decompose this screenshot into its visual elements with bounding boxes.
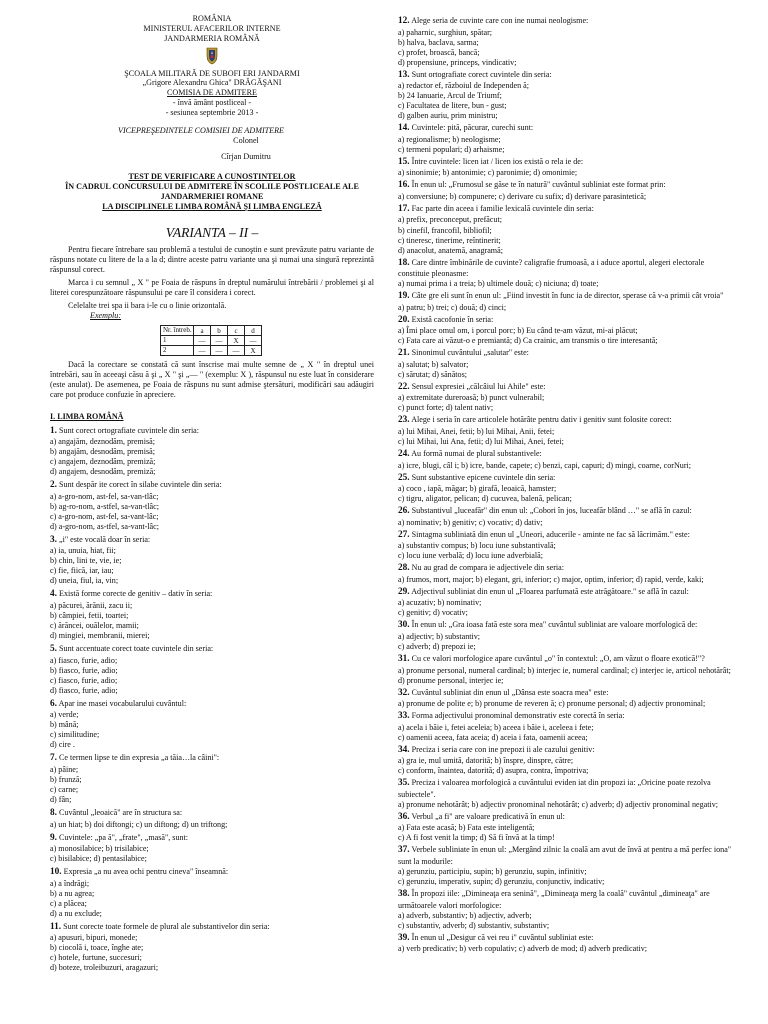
answer-option: c) tineresc, tinerime, reîntinerit; [398,235,501,245]
answer-option: a) adverb, substantiv; b) adjectiv, adverb; [398,910,532,920]
answer-option: a) icre, blugi, câl i; b) icre, bande, capete; c) benzi, capi, capuri; d) mingi, coarne, corNuri; [398,460,692,470]
question-stem [398,16,734,28]
session: - sesiunea septembrie 2013 - [165,108,259,118]
question-text: Sunt corecte toate formele de plural ale substantivelor din seria: [63,921,270,931]
question-text: „i" este vocală doar în seria: [59,534,151,544]
answer-option: c) fie, fiică, iar, iau; [50,566,114,576]
question-item [50,644,374,696]
answer-option: c) Fata care ai văzut-o e premiantă; d) Ca crainic, am transmis o tire interesantă; [398,336,658,346]
question-text: Apar ine masei vocabularului cuvântul: [58,698,187,708]
question-text: Există cacofonie în seria: [411,314,494,324]
question-text: Verbul „a fi" are valoare predicativă în enun ul: [411,811,565,821]
question-number: 3. [50,534,57,545]
question-item [50,699,374,751]
question-number: 5. [50,644,57,655]
answer-option: a) pronume nehotărât; b) adjectiv pronominal nehotărât; c) adverb; d) adjectiv pronominal negativ; [398,799,719,809]
answer-option: a) conversiune; b) compunere; c) derivare cu sufix; d) derivare parasintetică; [398,191,647,201]
question-stem [398,563,734,575]
question-item [398,530,734,562]
answer-option: a) regionalisme; b) neologisme; [398,134,501,144]
test-title-line: ÎN CADRUL CONCURSULUI DE ADMITERE ÎN SCOLILE POSTLICEALE ALE JANDARMERIEI ROMANE [65,181,359,201]
example-table-cell: X [245,346,262,356]
answer-option: b) mână; [50,720,79,730]
question-number: 31. [398,653,410,664]
question-list-left [50,426,374,974]
test-title-line: TEST DE VERIFICARE A CUNOSTINTELOR [128,171,296,181]
question-stem [50,808,374,820]
example-table-cell: b [211,326,228,336]
answer-option: c) hotele, furtune, succesuri; [50,953,142,963]
answer-option: a) redactor ef, războiul de Independen ă; [398,81,530,91]
question-item [50,753,374,805]
test-title-line: LA DISCIPLINELE LIMBA ROMÂNĂ ŞI LIMBA ENGLEZĂ [102,201,322,211]
answer-option: a) Fata este acasă; b) Fata este inteligentă; [398,823,535,833]
example-table-cell: — [211,346,228,356]
commission-title: COMISIA DE ADMITERE [167,88,257,98]
question-stem [398,711,734,723]
question-number: 11. [50,921,62,932]
rank: Colonel [233,135,259,145]
answer-option: a) substantiv compus; b) locu iune substantivală; [398,541,556,551]
left-column [50,14,374,973]
question-item [398,587,734,619]
answer-option: a) Îmi place omul om, i porcul porc; b) Eu când te-am văzut, mi-ai plăcut; [398,326,638,336]
answer-option: d) a nu exclude; [50,908,102,918]
question-number: 37. [398,845,410,856]
question-stem [398,123,734,135]
answer-option: d) galben auriu, prim ministru; [398,111,498,121]
answer-option: b) angajăm, desnodăm, premisă; [50,447,155,457]
example-table-row [161,336,262,346]
question-number: 22. [398,381,410,392]
answer-option: c) punct forte; d) talent nativ; [398,403,494,413]
answer-option: a) numai prima i a treia; b) ultimele două; c) niciuna; d) toate; [398,279,599,289]
question-item [50,480,374,532]
question-item [398,348,734,380]
question-number: 26. [398,506,410,517]
question-number: 8. [50,808,57,818]
question-stem [398,473,734,485]
example-table-header [161,326,262,336]
question-number: 35. [398,778,410,789]
question-text: Sunt substantive epicene cuvintele din seria: [411,472,556,482]
answer-option: c) A fi fost venit la timp; d) Să fi învă at la timp! [398,833,555,843]
question-number: 29. [398,586,410,597]
question-text: Sinonimul cuvântului „salutar" este: [411,348,529,358]
answer-option: a) monosilabice; b) trisilabice; [50,844,149,854]
answer-option: a) extremitate dureroasă; b) punct vulnerabil; [398,393,545,403]
answer-option: c) a plăcea; [50,898,87,908]
answer-option: a) coco , iapă, măgar; b) girafă, leoaică, hamster; [398,484,557,494]
question-item [398,180,734,202]
question-text: Nu au grad de compara ie adjectivele din seria: [411,563,565,573]
question-text: Sunt ortografiate corect cuvintele din seria: [411,69,552,79]
question-number: 21. [398,348,410,359]
question-stem [398,688,734,700]
question-text: Forma adjectivului pronominal demonstrativ este corectă în seria: [411,711,625,721]
test-title [50,172,374,211]
answer-option: c) angajem, deznodăm, premiză; [50,457,156,467]
answer-option: c) substantiv, adverb; d) substantiv, substantiv; [398,920,550,930]
answer-option: c) oamenii aceea, fata aceia; d) aceia i fata, oamenii aceea; [398,732,588,742]
instruction-paragraph: Dacă la corectare se constată că sunt înscrise mai multe semne de „ X " în dreptul unei întrebări, sau în aceeaşi căsu ă şi „ X " şi „— " (exemplu: X ), răspunsul nu este luat în considerare (este anulat). De asemenea, pe Foaia de răspuns nu sunt admise ştersături, modificări sau adăugiri care pot produce confuzie în apreciere. [50,360,374,400]
question-stem [398,204,734,216]
answer-option: d) fiasco, furie, adio; [50,685,118,695]
question-item [398,506,734,528]
question-item [50,867,374,919]
question-text: În propozi iile: „Dimineaţa era senină", „Dimineaţa merg la coală" cuvântul „dimineaţa" are următoarele valori morfologice: [398,889,710,910]
question-number: 33. [398,711,410,722]
question-stem [50,922,374,934]
answer-option: a) apusuri, bipuri, monede; [50,933,138,943]
example-table-cell: — [245,336,262,346]
answer-option: a) a-gro-nom, ast-fel, sa-van-tlâc; [50,491,159,501]
answer-option: a) lui Mihai, Anei, fetii; b) lui Mihai, Anii, fetei; [398,426,555,436]
answer-option: b) ag-ro-nom, a-stfel, sa-van-tlâc; [50,501,159,511]
answer-option: b) ciocolă i, toace, înghe ate; [50,943,144,953]
question-item [398,415,734,447]
question-text: În enun ul „Desigur că vei reu i" cuvântul subliniat este: [411,932,594,942]
question-stem [50,753,374,765]
question-item [398,157,734,179]
answer-option: a) angajăm, deznodăm, premisă; [50,437,155,447]
question-number: 12. [398,16,410,26]
question-stem [50,426,374,438]
question-text: Există forme corecte de genitiv – dativ în seria: [59,589,213,599]
question-item [398,845,734,887]
answer-option: a) verb predicativ; b) verb copulativ; c) adverb de mod; d) adverb predicativ; [398,944,648,954]
answer-option: d) boteze, troleibuzuri, aragazuri; [50,963,159,973]
instruction-paragraph: Pentru fiecare întrebare sau problemă a testului de cunoştin e sunt prevăzute patru variante de răspuns notate cu litere de la a la d; dintre aceste patru variante una şi numai una singură reprezintă răspunsul corect. [50,245,374,275]
question-text: Cuvântul subliniat din enun ul „Dânsa este soacra mea" este: [411,687,609,697]
question-text: Preciza i valoarea morfologică a cuvântului eviden iat din propozi ia: „Oricine poate rezolva subiectele". [398,778,711,799]
question-number: 10. [50,867,62,878]
answer-option: c) conform, înaintea, datorită; d) asupra, contra, împotriva; [398,766,589,776]
question-item [50,426,374,478]
question-number: 28. [398,563,410,574]
answer-option: a) pronume personal, numeral cardinal; b) interjec ie, numeral cardinal; c) interjec ie, articol nehotărât; d) pronume personal, interjec ie; [398,665,731,685]
signatory-name: Cîrjan Dumitru [221,151,271,161]
example-table-cell: c [228,326,245,336]
question-stem [398,382,734,394]
question-text: Expresia „a nu avea ochi pentru cineva" înseamnă: [63,867,229,877]
question-text: Adjectivul subliniat din enun ul „Floarea parfumată este atrăgătoare." se află în cazul: [411,586,689,596]
question-stem [50,589,374,601]
example-table-cell: 2 [161,346,194,356]
question-number: 23. [398,415,410,426]
question-stem [398,933,734,945]
answer-option: a) păcurei, ărănii, zacu ii; [50,600,133,610]
question-item [398,654,734,686]
school-name: ŞCOALA MILITARĂ DE SUBOFI ERI JANDARMI [124,68,300,78]
example-table-cell: a [194,326,211,336]
question-item [398,563,734,585]
instruction-paragraph: Celelalte trei spa ii bara i-le cu o linie orizontală. [68,301,227,311]
answer-option: a) patru; b) trei; c) două; d) cinci; [398,302,507,312]
question-item [50,922,374,974]
answer-option: a) ia, unuia, hiat, fii; [50,546,116,556]
example-table-row [161,346,262,356]
question-item [50,535,374,587]
answer-option: d) anacolut, anatemă, anagramă; [398,245,503,255]
answer-option: c) gerunziu, imperativ, supin; d) gerunziu, conjunctiv, indicativ; [398,877,605,886]
answer-option: c) carne; [50,784,79,794]
question-number: 30. [398,620,410,631]
question-text: Ce termen lipse te din expresia „a tăia…la câini": [59,753,220,763]
header-line: MINISTERUL AFACERILOR INTERNE [143,23,281,33]
question-stem [50,867,374,879]
school-patron: „Grigore Alexandru Ghica" DRĂGĂŞANI [142,78,282,88]
question-item [398,315,734,347]
question-item [398,123,734,155]
question-stem [398,348,734,360]
question-number: 16. [398,180,410,191]
answer-option: a) a îndrăgi; [50,878,90,888]
question-text: Alege i seria în care articolele hotărâte pentru dativ i genitiv sunt folosite corect: [411,415,672,425]
answer-option: b) 24 Ianuarie, Arcul de Triumf; [398,91,502,101]
question-text: Sintagma subliniată din enun ul „Uneori, aducerile - aminte ne fac să lăcrimăm." este: [411,529,690,539]
question-text: Cuvintele: pită, păcurar, curechi sunt: [411,123,534,133]
question-text: Care dintre îmbinările de cuvinte? caligrafie frumoasă, a i aduce aportul, alegeri electorale constituie pleonasme: [398,257,705,279]
question-stem [398,889,734,911]
question-item [398,473,734,505]
answer-option: c) Facultatea de litere, bun - gust; [398,101,507,111]
question-number: 38. [398,889,410,900]
question-item [398,70,734,122]
question-number: 6. [50,698,57,709]
instruction-paragraph: Marca i cu semnul „ X " pe Foaia de răspuns în dreptul numărului întrebării / problemei şi al literei corespunzătoare răspunsului pe care îl considera i corect. [50,278,374,298]
section-title: I. LIMBA ROMÂNĂ [50,412,124,422]
answer-option: c) a-gro-nom, ast-fel, sa-vant-lâc; [50,511,159,521]
question-item [398,933,734,955]
question-list-right [398,16,734,954]
question-item [398,204,734,256]
education-level: - învă ământ postliceal - [172,98,252,108]
question-item [398,16,734,68]
answer-option: d) propensiune, princeps, vindicativ; [398,57,517,67]
coat-of-arms-icon [204,46,220,65]
question-item [398,889,734,931]
question-number: 13. [398,69,410,80]
answer-option: c) fiasco, furie, adio; [50,675,118,685]
example-table-cell: — [211,336,228,346]
question-stem [398,258,734,280]
answer-option: b) halva, baclava, sarma; [398,37,479,47]
question-text: Fac parte din aceea i familie lexicală cuvintele din seria: [411,203,594,213]
answer-option: a) pâine; [50,764,79,774]
answer-option: c) tigru, aligator, pelican; d) cucuvea, balenă, pelican; [398,494,572,504]
question-stem [398,620,734,632]
question-text: Sunt accentuate corect toate cuvintele din seria: [59,644,214,654]
question-text: Cu ce valori morfologice apare cuvântul „o" în contextul: „O, am văzut o floare exotică!"? [411,653,705,663]
header [50,14,374,118]
answer-option: d) uneia, fiul, ia, vin; [50,576,119,586]
question-item [398,711,734,743]
answer-option: a) nominativ; b) genitiv; c) vocativ; d) dativ; [398,517,543,527]
answer-option: a) gerunziu, participiu, supin; b) gerunziu, supin, infinitiv; [398,866,587,876]
question-item [50,589,374,641]
question-number: 32. [398,687,410,698]
question-number: 25. [398,472,410,483]
example-table-cell: X [228,336,245,346]
question-stem [50,644,374,656]
answer-option: a) acuzativ; b) nominativ; [398,598,482,608]
header-line: JANDARMERIA ROMÂNĂ [164,33,260,43]
answer-option: c) ărăncei, ouălelor, mamii; [50,621,139,631]
question-number: 19. [398,291,410,302]
answer-option: a) paharnic, surghiun, spătar; [398,27,493,37]
question-stem [398,506,734,518]
question-text: În enun ul: „Gra ioasa fată este sora mea" cuvântul subliniat are valoare morfologică de: [411,620,698,630]
answer-option: c) bisilabice; d) pentasilabice; [50,854,147,864]
question-number: 4. [50,589,57,600]
question-text: Sensul expresiei „călcâiul lui Ahile" este: [411,381,546,391]
question-stem [50,833,374,845]
answer-option: a) sinonimie; b) antonimie; c) paronimie; d) omonimie; [398,168,578,178]
answer-option: a) acela i băie i, fetei aceleia; b) aceea i băie i, aceleea i fete; [398,722,594,732]
question-number: 7. [50,753,57,764]
question-text: În enun ul: „Frumosul se găse te în natură" cuvântul subliniat este format prin: [411,180,666,190]
answer-option: b) câmpiei, fetii, toartei; [50,610,129,620]
question-text: Alege seria de cuvinte care con ine numai neologisme: [411,16,589,25]
question-stem [50,699,374,711]
question-item [398,812,734,844]
question-stem [398,415,734,427]
question-stem [50,480,374,492]
vice-president-title: VICEPREŞEDINTELE COMISIEI DE ADMITERE [118,125,284,135]
answer-option: a) frumos, mort, major; b) elegant, gri, inferior; c) major, optim, inferior; d) rapid, verde, kaki; [398,574,704,584]
question-stem [398,291,734,303]
answer-option: a) un hiat; b) doi diftongi; c) un diftong; d) un triftong; [50,819,228,829]
question-stem [398,449,734,461]
question-number: 27. [398,529,410,540]
question-stem [398,70,734,82]
answer-option: a) fiasco, furie, adio; [50,655,118,665]
example-table-cell: — [194,346,211,356]
question-text: Cuvintele: „pa ă", „frate", „masă", sunt: [59,832,189,842]
question-number: 39. [398,932,410,943]
question-number: 2. [50,480,57,491]
question-item [398,688,734,710]
answer-option: c) profet, broască, bancă; [398,47,480,57]
question-item [398,449,734,471]
question-stem [398,180,734,192]
question-stem [398,157,734,169]
question-stem [398,530,734,542]
question-text: Sunt corect ortografiate cuvintele din seria: [59,425,200,435]
question-stem [398,778,734,800]
question-text: Câte gre eli sunt în enun ul: „Fiind investit în func ia de director, sperase că v-a primii cât vroia" [411,291,724,301]
answer-option: a) pronume de polite e; b) pronume de reveren ă; c) pronume personal; d) adjectiv pronominal; [398,699,706,709]
question-item [398,620,734,652]
question-item [50,808,374,830]
answer-option: c) sărutat; d) sănătos; [398,369,467,379]
answer-option: b) frunză; [50,774,82,784]
question-number: 1. [50,425,57,436]
example-table-cell: — [194,336,211,346]
question-item [398,745,734,777]
question-stem [398,745,734,757]
question-item [398,258,734,290]
right-column [398,14,734,954]
question-text: Sunt despăr ite corect în silabe cuvintele din seria: [59,480,222,490]
answer-option: c) locu iune verbală; d) locu iune adverbială; [398,551,543,561]
question-number: 17. [398,203,410,214]
answer-option: a) gra ie, mul umită, datorită; b) înspre, dinspre, către; [398,756,574,766]
question-item [398,778,734,810]
question-number: 34. [398,744,410,755]
answer-option: c) genitiv; d) vocativ; [398,608,468,618]
example-table-cell: Nr. întreb. [161,326,194,336]
answer-option: d) angajem, desnodăm, premiză; [50,467,156,477]
question-number: 14. [398,123,410,134]
question-item [50,833,374,865]
question-item [398,382,734,414]
example-table-cell: — [228,346,245,356]
question-text: Verbele subliniate în enun ul: „Mergând zilnic la coală am avut de învă at pentru a mă perfec iona" sunt la modurile: [398,845,732,866]
answer-option: b) a nu agrea; [50,888,95,898]
question-stem [398,812,734,824]
example-table [160,325,262,356]
question-number: 15. [398,156,410,167]
question-number: 24. [398,449,410,460]
example-table-cell: 1 [161,336,194,346]
example-label: Exemplu: [90,311,122,321]
question-stem [398,315,734,327]
question-text: Cuvântul „leoaică" are în structura sa: [59,808,183,817]
question-text: Substantivul „luceafăr" din enun ul: „Cobori în jos, luceafăr blând …" se află în cazul: [411,506,692,516]
question-number: 9. [50,832,57,843]
question-stem [398,845,734,867]
example-table-cell: d [245,326,262,336]
answer-option: a) verde; [50,710,79,720]
answer-option: d) a-gro-nom, as-tfel, sa-vant-lâc; [50,521,159,531]
answer-option: a) prefix, preconceput, prefăcut; [398,215,503,225]
answer-option: c) adverb; d) prepozi ie; [398,641,476,651]
answer-option: b) fiasco, furie, adio; [50,665,118,675]
question-stem [50,535,374,547]
answer-option: d) mingiei, membranii, mierei; [50,631,150,641]
answer-option: a) adjectiv; b) substantiv; [398,631,481,641]
school-block [50,69,374,118]
question-number: 36. [398,811,410,822]
question-stem [398,654,734,666]
answer-option: a) salutat; b) salvator; [398,359,469,369]
header-line: ROMÂNIA [192,14,232,23]
answer-option: b) chin, lini te, vie, ie; [50,556,122,566]
answer-option: d) fân; [50,794,72,804]
answer-option: c) termeni populari; d) arhaisme; [398,144,505,154]
variant-title: VARIANTA – II – [165,225,259,241]
question-item [398,291,734,313]
question-text: Au formă numai de plural substantivele: [411,449,542,459]
answer-option: b) cinefil, francofil, bibliofil; [398,225,492,235]
question-text: Preciza i seria care con ine prepozi ii ale cazului genitiv: [411,744,595,754]
question-text: Între cuvintele: licen iat / licen ios există o rela ie de: [411,156,584,166]
answer-option: c) similitudine; [50,730,100,740]
answer-option: d) cire . [50,740,75,750]
question-number: 18. [398,257,410,268]
answer-option: c) lui Mihai, lui Ana, fetii; d) lui Mihai, Anei, fetei; [398,437,564,446]
question-stem [398,587,734,599]
question-number: 20. [398,314,410,325]
